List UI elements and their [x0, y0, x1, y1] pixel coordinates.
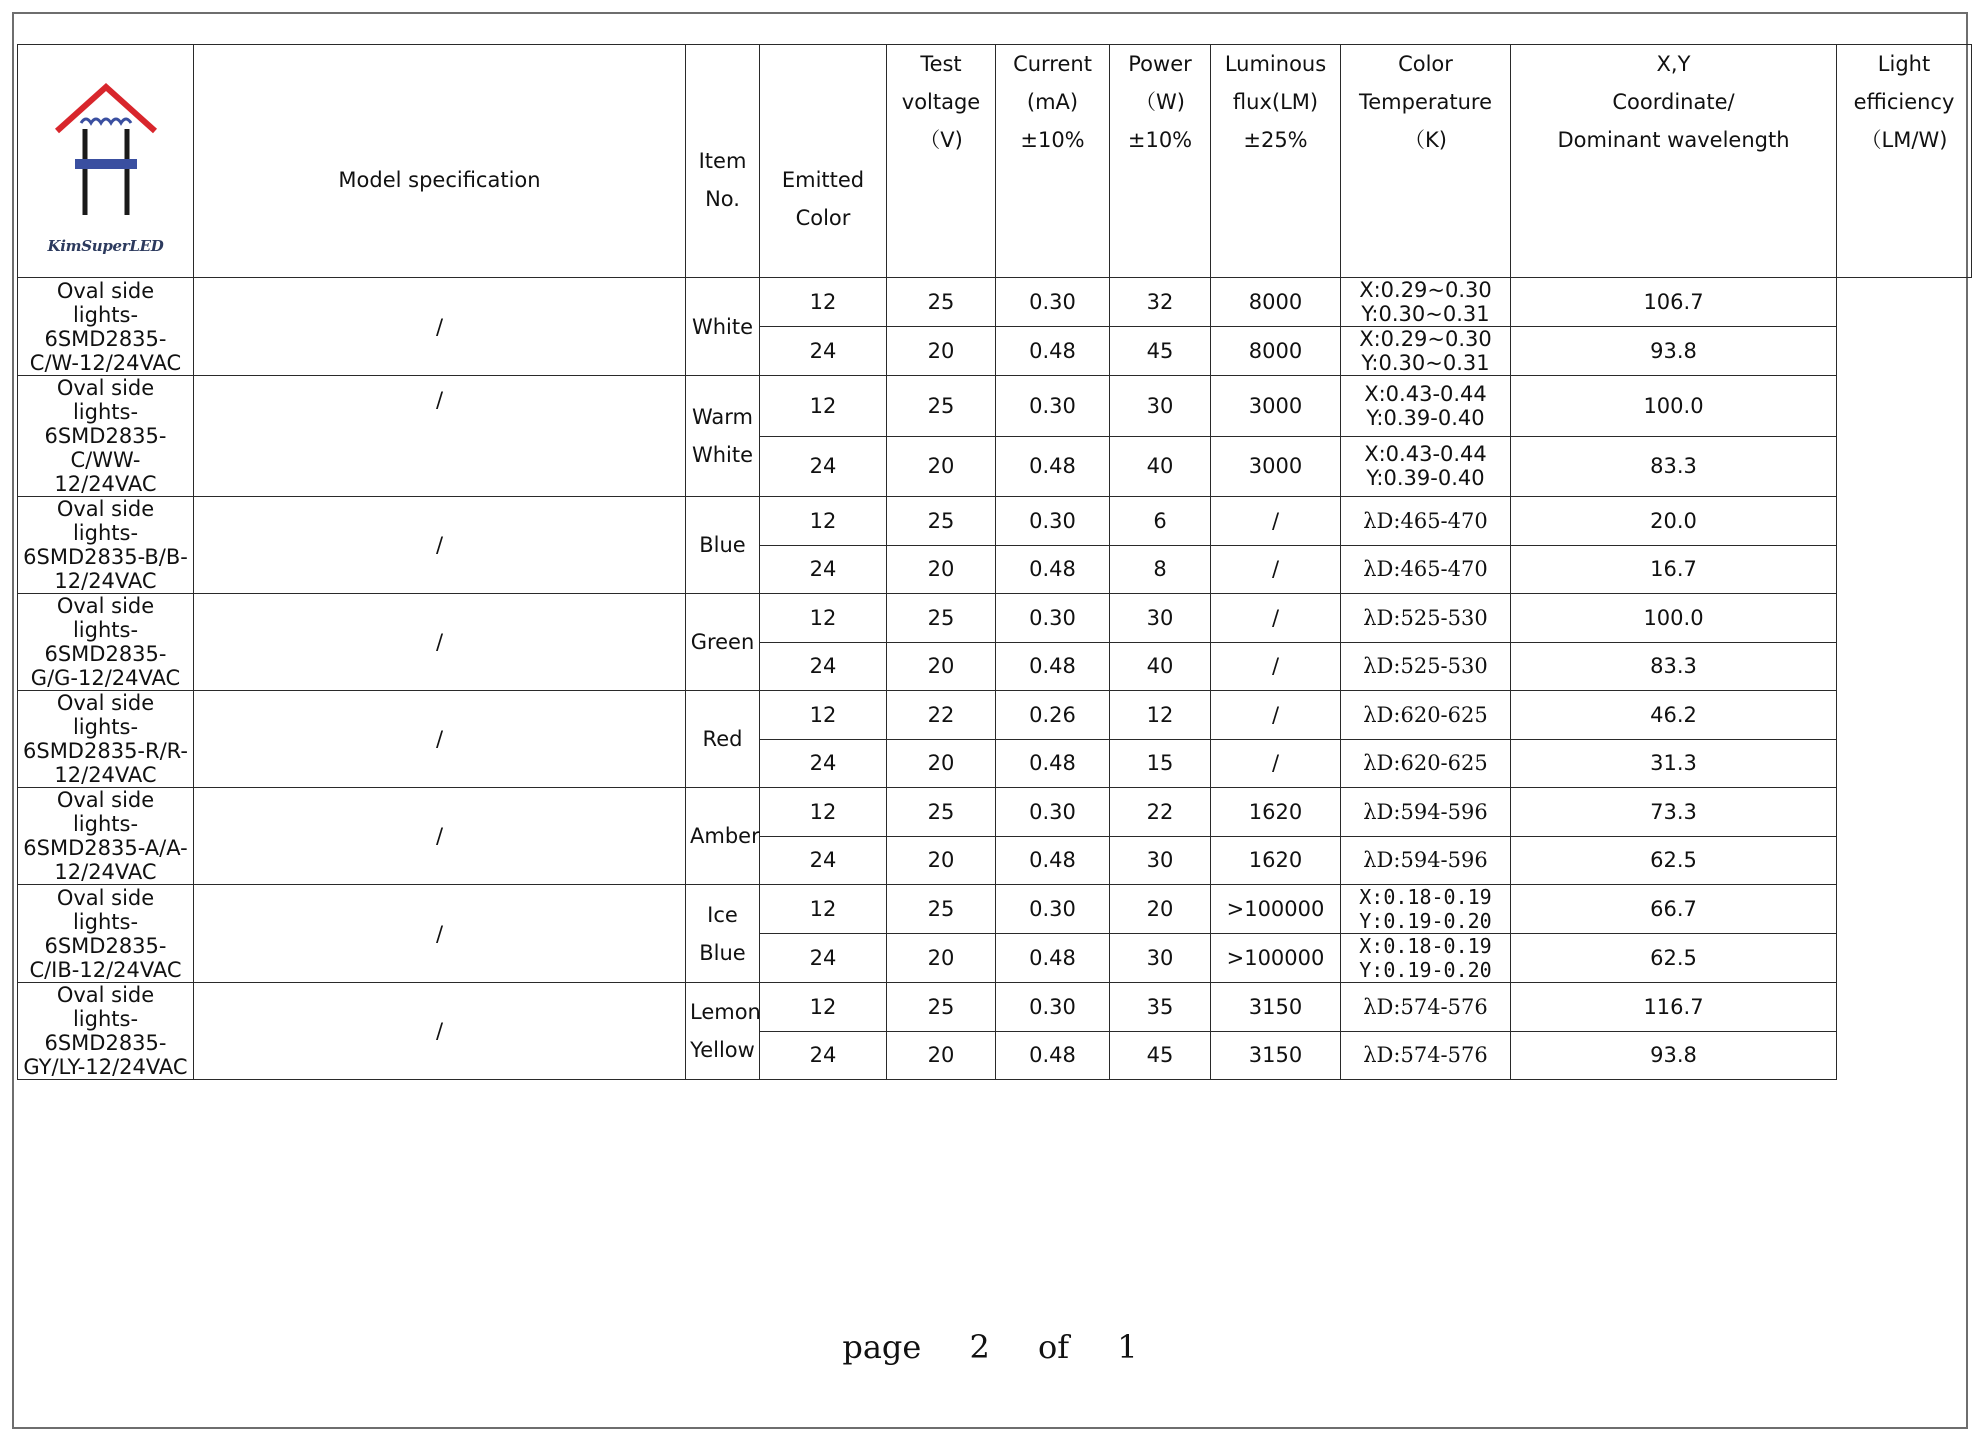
table-row [18, 983, 1972, 1032]
emitted-color-cell [686, 691, 760, 788]
power-cell: 0.48 [996, 436, 1110, 497]
item-no-cell: / [194, 376, 686, 497]
current-cell: 22 [887, 691, 996, 740]
test-voltage-cell: 24 [760, 1031, 887, 1080]
header-power-line: （W) [1135, 90, 1185, 114]
table-row [18, 376, 1972, 437]
current-cell: 25 [887, 497, 996, 546]
power-cell: 0.30 [996, 497, 1110, 546]
coordinate-cell: X:0.18-0.19 Y:0.19-0.20 [1341, 934, 1511, 983]
current-cell: 25 [887, 278, 996, 327]
current-cell: 25 [887, 594, 996, 643]
item-no-cell: / [194, 983, 686, 1080]
current-cell: 20 [887, 642, 996, 691]
flux-cell: 30 [1110, 376, 1211, 437]
color-temperature-cell: / [1211, 545, 1341, 594]
header-eff-line: （LM/W) [1860, 128, 1948, 152]
model-spec-cell: Oval side lights-6SMD2835-A/A-12/24VAC [18, 788, 194, 885]
header-efficiency [1837, 45, 1972, 278]
header-flux-line: ±25% [1243, 128, 1308, 152]
company-logo [18, 45, 193, 305]
header-flux-line: flux(LM) [1232, 90, 1319, 114]
header-color-line: Color [795, 206, 851, 230]
model-spec-cell: Oval side lights-6SMD2835-C/IB-12/24VAC [18, 885, 194, 983]
header-row [18, 45, 1972, 278]
efficiency-cell: 83.3 [1511, 642, 1837, 691]
coordinate-cell: X:0.43-0.44 Y:0.39-0.40 [1341, 436, 1511, 497]
efficiency-cell: 31.3 [1511, 739, 1837, 788]
color-temperature-cell: 1620 [1211, 836, 1341, 885]
model-spec-cell: Oval side lights-6SMD2835-B/B-12/24VAC [18, 497, 194, 594]
footer-total-pages: 1 [1117, 1328, 1138, 1366]
color-temperature-cell: >100000 [1211, 885, 1341, 934]
header-power [1110, 45, 1211, 278]
current-cell: 25 [887, 376, 996, 437]
flux-cell: 12 [1110, 691, 1211, 740]
color-temperature-cell: / [1211, 497, 1341, 546]
model-spec-cell: Oval side lights-6SMD2835-GY/LY-12/24VAC [18, 983, 194, 1080]
current-cell: 25 [887, 983, 996, 1032]
item-no-cell: / [194, 594, 686, 691]
efficiency-cell: 93.8 [1511, 327, 1837, 376]
item-no-cell: / [194, 885, 686, 983]
header-current-line: Current [1013, 52, 1092, 76]
emitted-color-line: Blue [699, 533, 746, 557]
efficiency-cell: 46.2 [1511, 691, 1837, 740]
current-cell: 20 [887, 1031, 996, 1080]
item-no-cell: / [194, 788, 686, 885]
model-spec-cell: Oval side lights-6SMD2835-C/W-12/24VAC [18, 278, 194, 376]
header-voltage-line: （V) [919, 128, 963, 152]
power-cell: 0.30 [996, 983, 1110, 1032]
power-cell: 0.30 [996, 885, 1110, 934]
test-voltage-cell: 12 [760, 497, 887, 546]
power-cell: 0.48 [996, 327, 1110, 376]
flux-cell: 30 [1110, 594, 1211, 643]
test-voltage-cell: 24 [760, 436, 887, 497]
item-no-cell: / [194, 278, 686, 376]
current-cell: 25 [887, 885, 996, 934]
header-current-line: (mA) [1026, 90, 1079, 114]
emitted-color-line: Amber [690, 824, 760, 848]
header-model: Model specification [194, 45, 686, 278]
efficiency-cell: 106.7 [1511, 278, 1837, 327]
color-temperature-cell: 1620 [1211, 788, 1341, 837]
coordinate-cell: λD:574-576 [1341, 1031, 1511, 1080]
coordinate-cell: λD:525-530 [1341, 642, 1511, 691]
efficiency-cell: 16.7 [1511, 545, 1837, 594]
flux-cell: 30 [1110, 934, 1211, 983]
color-temperature-cell: >100000 [1211, 934, 1341, 983]
emitted-color-cell [686, 788, 760, 885]
item-no-cell: / [194, 691, 686, 788]
flux-cell: 40 [1110, 436, 1211, 497]
model-spec-cell: Oval side lights-6SMD2835-R/R-12/24VAC [18, 691, 194, 788]
flux-cell: 45 [1110, 1031, 1211, 1080]
footer-of-word: of [1038, 1328, 1070, 1366]
flux-cell: 20 [1110, 885, 1211, 934]
efficiency-cell: 100.0 [1511, 594, 1837, 643]
header-temp-line: Temperature [1358, 90, 1493, 114]
emitted-color-cell [686, 594, 760, 691]
spec-table-body [18, 278, 1972, 1080]
header-flux-line: Luminous [1224, 52, 1327, 76]
table-row [18, 885, 1972, 934]
current-cell: 20 [887, 327, 996, 376]
current-cell: 20 [887, 739, 996, 788]
coordinate-cell: λD:594-596 [1341, 836, 1511, 885]
coordinate-cell: λD:620-625 [1341, 691, 1511, 740]
color-temperature-cell: / [1211, 594, 1341, 643]
efficiency-cell: 100.0 [1511, 376, 1837, 437]
header-power-line: Power [1128, 52, 1192, 76]
power-cell: 0.48 [996, 934, 1110, 983]
test-voltage-cell: 24 [760, 739, 887, 788]
test-voltage-cell: 12 [760, 788, 887, 837]
header-item-line: No. [705, 187, 740, 211]
efficiency-cell: 62.5 [1511, 934, 1837, 983]
header-eff-line: efficiency [1853, 90, 1955, 114]
header-coordinate [1511, 45, 1837, 278]
color-temperature-cell: / [1211, 739, 1341, 788]
coordinate-cell: λD:465-470 [1341, 545, 1511, 594]
flux-cell: 32 [1110, 278, 1211, 327]
coordinate-cell: λD:574-576 [1341, 983, 1511, 1032]
table-row [18, 497, 1972, 546]
current-cell: 20 [887, 836, 996, 885]
coordinate-cell: λD:525-530 [1341, 594, 1511, 643]
model-spec-cell: Oval side lights-6SMD2835-G/G-12/24VAC [18, 594, 194, 691]
header-item [686, 45, 760, 278]
footer-page-word: page [842, 1328, 922, 1366]
color-temperature-cell: 8000 [1211, 278, 1341, 327]
test-voltage-cell: 12 [760, 594, 887, 643]
table-row [18, 594, 1972, 643]
header-power-line: ±10% [1127, 128, 1193, 152]
emitted-color-line: Ice Blue [699, 902, 746, 965]
emitted-color-line: Lemon [690, 1000, 761, 1024]
logo-cell [18, 45, 194, 278]
header-current [996, 45, 1110, 278]
test-voltage-cell: 24 [760, 327, 887, 376]
header-coord-line: Coordinate/ [1612, 90, 1735, 114]
emitted-color-line: Green [690, 630, 755, 654]
coordinate-cell: X:0.18-0.19 Y:0.19-0.20 [1341, 885, 1511, 934]
coordinate-cell: X:0.43-0.44 Y:0.39-0.40 [1341, 376, 1511, 437]
flux-cell: 30 [1110, 836, 1211, 885]
emitted-color-line: White [691, 443, 754, 467]
power-cell: 0.30 [996, 788, 1110, 837]
current-cell: 25 [887, 788, 996, 837]
test-voltage-cell: 12 [760, 983, 887, 1032]
emitted-color-line: Yellow [690, 1038, 755, 1062]
current-cell: 20 [887, 545, 996, 594]
test-voltage-cell: 12 [760, 885, 887, 934]
power-cell: 0.48 [996, 642, 1110, 691]
flux-cell: 6 [1110, 497, 1211, 546]
test-voltage-cell: 24 [760, 545, 887, 594]
flux-cell: 15 [1110, 739, 1211, 788]
test-voltage-cell: 24 [760, 934, 887, 983]
power-cell: 0.48 [996, 836, 1110, 885]
emitted-color-cell [686, 885, 760, 983]
coordinate-cell: λD:620-625 [1341, 739, 1511, 788]
header-temperature [1341, 45, 1511, 278]
house-logo-icon [51, 73, 161, 221]
header-color-line: Emitted [781, 168, 865, 192]
efficiency-cell: 116.7 [1511, 983, 1837, 1032]
test-voltage-cell: 24 [760, 642, 887, 691]
header-voltage-line: voltage [901, 90, 981, 114]
table-row [18, 691, 1972, 740]
emitted-color-cell [686, 278, 760, 376]
emitted-color-cell [686, 983, 760, 1080]
power-cell: 0.26 [996, 691, 1110, 740]
flux-cell: 40 [1110, 642, 1211, 691]
color-temperature-cell: 3150 [1211, 983, 1341, 1032]
spec-table [17, 44, 1972, 1080]
efficiency-cell: 62.5 [1511, 836, 1837, 885]
power-cell: 0.30 [996, 278, 1110, 327]
header-voltage-line: Test [920, 52, 962, 76]
color-temperature-cell: 3150 [1211, 1031, 1341, 1080]
item-no-cell: / [194, 497, 686, 594]
power-cell: 0.48 [996, 739, 1110, 788]
power-cell: 0.48 [996, 545, 1110, 594]
coordinate-cell: λD:594-596 [1341, 788, 1511, 837]
current-cell: 20 [887, 934, 996, 983]
coordinate-cell: λD:465-470 [1341, 497, 1511, 546]
model-spec-cell: Oval side lights-6SMD2835-C/WW-12/24VAC [18, 376, 194, 497]
coordinate-cell: X:0.29~0.30 Y:0.30~0.31 [1341, 327, 1511, 376]
header-temp-line: （K) [1404, 128, 1447, 152]
efficiency-cell: 83.3 [1511, 436, 1837, 497]
header-flux [1211, 45, 1341, 278]
header-eff-line: Light [1877, 52, 1931, 76]
emitted-color-line: Red [702, 727, 743, 751]
power-cell: 0.48 [996, 1031, 1110, 1080]
color-temperature-cell: / [1211, 642, 1341, 691]
flux-cell: 35 [1110, 983, 1211, 1032]
header-current-line: ±10% [1020, 128, 1085, 152]
test-voltage-cell: 24 [760, 836, 887, 885]
color-temperature-cell: 8000 [1211, 327, 1341, 376]
color-temperature-cell: / [1211, 691, 1341, 740]
emitted-color-line: White [691, 314, 754, 339]
efficiency-cell: 66.7 [1511, 885, 1837, 934]
color-temperature-cell: 3000 [1211, 436, 1341, 497]
emitted-color-line: Warm [691, 405, 753, 429]
flux-cell: 45 [1110, 327, 1211, 376]
header-coord-line: Dominant wavelength [1557, 128, 1790, 152]
test-voltage-cell: 12 [760, 691, 887, 740]
page-footer [0, 1328, 1980, 1366]
header-voltage [887, 45, 996, 278]
power-cell: 0.30 [996, 376, 1110, 437]
emitted-color-cell [686, 497, 760, 594]
efficiency-cell: 20.0 [1511, 497, 1837, 546]
current-cell: 20 [887, 436, 996, 497]
table-row [18, 278, 1972, 327]
table-row [18, 788, 1972, 837]
emitted-color-cell [686, 376, 760, 497]
footer-current-page: 2 [969, 1328, 990, 1366]
coordinate-cell: X:0.29~0.30 Y:0.30~0.31 [1341, 278, 1511, 327]
efficiency-cell: 93.8 [1511, 1031, 1837, 1080]
flux-cell: 8 [1110, 545, 1211, 594]
header-color [760, 45, 887, 278]
flux-cell: 22 [1110, 788, 1211, 837]
color-temperature-cell: 3000 [1211, 376, 1341, 437]
header-item-line: Item [698, 149, 747, 173]
header-coord-line: X,Y [1656, 52, 1691, 76]
header-temp-line: Color [1398, 52, 1453, 76]
test-voltage-cell: 12 [760, 278, 887, 327]
test-voltage-cell: 12 [760, 376, 887, 437]
power-cell: 0.30 [996, 594, 1110, 643]
logo-wordmark: KimSuperLED [47, 237, 164, 255]
efficiency-cell: 73.3 [1511, 788, 1837, 837]
